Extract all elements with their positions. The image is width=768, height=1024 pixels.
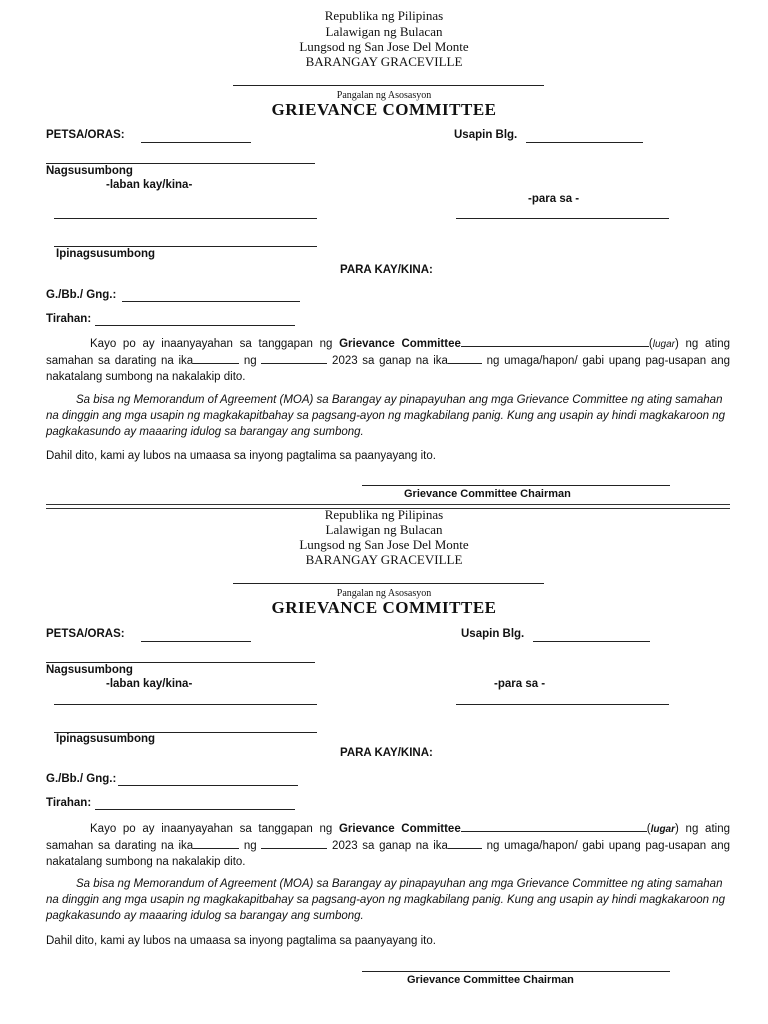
lugar-hint: lugar bbox=[650, 824, 676, 835]
signature-line[interactable] bbox=[362, 485, 670, 486]
nagsusumbong-label: Nagsusumbong bbox=[46, 664, 133, 676]
p1-text-c: ng bbox=[239, 355, 262, 367]
petsa-label: PETSA/ORAS: bbox=[46, 129, 125, 141]
closing-paragraph: Dahil dito, kami ay lubos na umaasa sa inyong pagtalima sa paanyayang ito. bbox=[46, 450, 436, 462]
para-sa-label: -para sa - bbox=[494, 678, 546, 690]
header-province: Lalawigan ng Bulacan bbox=[325, 522, 443, 537]
laban-label: -laban kay/kina- bbox=[106, 678, 193, 690]
month-field[interactable] bbox=[261, 353, 327, 364]
day-field[interactable] bbox=[193, 353, 239, 364]
para-kay-label: PARA KAY/KINA: bbox=[340, 747, 433, 759]
p1-text-c: ng bbox=[239, 840, 262, 852]
tirahan-field[interactable] bbox=[95, 809, 295, 810]
header-province: Lalawigan ng Bulacan bbox=[325, 24, 443, 39]
form-title: GRIEVANCE COMMITTEE bbox=[271, 598, 497, 617]
closing-paragraph: Dahil dito, kami ay lubos na umaasa sa inyong pagtalima sa paanyayang ito. bbox=[46, 935, 436, 947]
nagsusumbong-label: Nagsusumbong bbox=[46, 165, 133, 177]
tirahan-field[interactable] bbox=[95, 325, 295, 326]
tirahan-label: Tirahan: bbox=[46, 797, 92, 809]
petsa-label: PETSA/ORAS: bbox=[46, 628, 125, 640]
p1-grievance-committee: Grievance Committee bbox=[338, 823, 461, 835]
para-kay-label: PARA KAY/KINA: bbox=[340, 264, 433, 276]
usapin-label: Usapin Blg. bbox=[461, 628, 525, 640]
grievance-form-top bbox=[0, 0, 768, 500]
para-sa-field[interactable] bbox=[456, 704, 669, 705]
usapin-field[interactable] bbox=[533, 641, 650, 642]
association-name-line[interactable] bbox=[233, 583, 544, 584]
usapin-field[interactable] bbox=[526, 142, 643, 143]
tirahan-label: Tirahan: bbox=[46, 313, 92, 325]
grievance-form-bottom bbox=[0, 500, 768, 1000]
ipinagsusumbong-field[interactable] bbox=[54, 246, 317, 247]
petsa-field[interactable] bbox=[141, 142, 251, 143]
usapin-label: Usapin Blg. bbox=[454, 129, 518, 141]
header-barangay: BARANGAY GRACEVILLE bbox=[305, 54, 463, 69]
header-city: Lungsod ng San Jose Del Monte bbox=[299, 39, 469, 54]
respondent-field[interactable] bbox=[54, 218, 317, 219]
p1-grievance-committee: Grievance Committee bbox=[339, 338, 461, 350]
lugar-field[interactable] bbox=[461, 336, 649, 347]
time-field[interactable] bbox=[448, 838, 482, 849]
association-label: Pangalan ng Asosasyon bbox=[336, 588, 432, 599]
gbb-field[interactable] bbox=[122, 301, 300, 302]
lugar-field[interactable] bbox=[461, 821, 647, 832]
signature-label: Grievance Committee Chairman bbox=[404, 488, 571, 500]
p1-text-d: 2023 sa ganap na ika bbox=[327, 840, 448, 852]
para-sa-field[interactable] bbox=[456, 218, 669, 219]
p1-text-d: 2023 sa ganap na ika bbox=[327, 355, 448, 367]
signature-label: Grievance Committee Chairman bbox=[407, 974, 574, 986]
moa-paragraph: Sa bisa ng Memorandum of Agreement (MOA) sa Barangay ay pinapayuhan ang mga Grievance Committee ng ating samahan na dinggin ang mga usapin ng magkakapitbahay sa pagsang-ayon ng magkabilang panig. Kung ang usapin ay hindi magkakaroon ng pagkakasundo ay maaaring idulog sa barangay ang sumbong. bbox=[46, 394, 725, 438]
form-title: GRIEVANCE COMMITTEE bbox=[271, 100, 497, 119]
nagsusumbong-field[interactable] bbox=[46, 163, 315, 164]
header-barangay: BARANGAY GRACEVILLE bbox=[305, 552, 463, 567]
ipinagsusumbong-label: Ipinagsusumbong bbox=[56, 733, 156, 745]
month-field[interactable] bbox=[261, 838, 327, 849]
lugar-hint: lugar bbox=[652, 339, 675, 350]
nagsusumbong-field[interactable] bbox=[46, 662, 315, 663]
ipinagsusumbong-label: Ipinagsusumbong bbox=[56, 248, 156, 260]
day-field[interactable] bbox=[193, 838, 239, 849]
para-sa-label: -para sa - bbox=[528, 193, 580, 205]
moa-paragraph: Sa bisa ng Memorandum of Agreement (MOA) sa Barangay ay pinapayuhan ang mga Grievance Committee ng ating samahan na dinggin ang mga usapin ng magkakapitbahay sa pagsang-ayon ng magkabilang panig. Kung ang usapin ay hindi magkakaroon ng pagkakasundo ay maaaring idulog sa barangay ang sumbong. bbox=[46, 878, 725, 922]
p1-text-b: ng ating samahan sa darating na ika bbox=[46, 823, 730, 852]
laban-label: -laban kay/kina- bbox=[106, 179, 193, 191]
header-city: Lungsod ng San Jose Del Monte bbox=[299, 537, 469, 552]
gbb-label: G./Bb./ Gng.: bbox=[46, 773, 117, 785]
association-label: Pangalan ng Asosasyon bbox=[336, 90, 432, 101]
gbb-label: G./Bb./ Gng.: bbox=[46, 289, 117, 301]
invitation-paragraph: Kayo po ay inaanyayahan sa tanggapan ng Grievance Committee (lugar) ng ating samahan sa darating na ika ng 2023 sa ganap na ika ng umaga/hapon/ gabi upang pag-usapan ang nakatalang sumbong na nakalakip dito. bbox=[46, 823, 731, 868]
header-republic: Republika ng Pilipinas bbox=[324, 507, 444, 522]
signature-line[interactable] bbox=[362, 971, 670, 972]
time-field[interactable] bbox=[448, 353, 482, 364]
association-name-line[interactable] bbox=[233, 85, 544, 86]
gbb-field[interactable] bbox=[118, 785, 298, 786]
invitation-paragraph: Kayo po ay inaanyayahan sa tanggapan ng Grievance Committee (lugar) ng ating samahan sa darating na ika ng 2023 sa ganap na ika ng umaga/hapon/ gabi upang pag-usapan ang nakatalang sumbong na nakalakip dito. bbox=[46, 338, 731, 383]
p1-text-a: Kayo po ay inaanyayahan sa tanggapan ng bbox=[90, 338, 340, 350]
respondent-field[interactable] bbox=[54, 704, 317, 705]
p1-text-b: ng ating samahan sa darating na ika bbox=[46, 338, 730, 367]
header-republic: Republika ng Pilipinas bbox=[324, 8, 444, 23]
p1-text-e: ng umaga/hapon/ gabi upang pag-usapan ang nakatalang sumbong na nakalakip dito. bbox=[46, 355, 731, 383]
petsa-field[interactable] bbox=[141, 641, 251, 642]
p1-text-e: ng umaga/hapon/ gabi upang pag-usapan ang nakatalang sumbong na nakalakip dito. bbox=[46, 840, 731, 868]
p1-text-a: Kayo po ay inaanyayahan sa tanggapan ng bbox=[90, 823, 339, 835]
